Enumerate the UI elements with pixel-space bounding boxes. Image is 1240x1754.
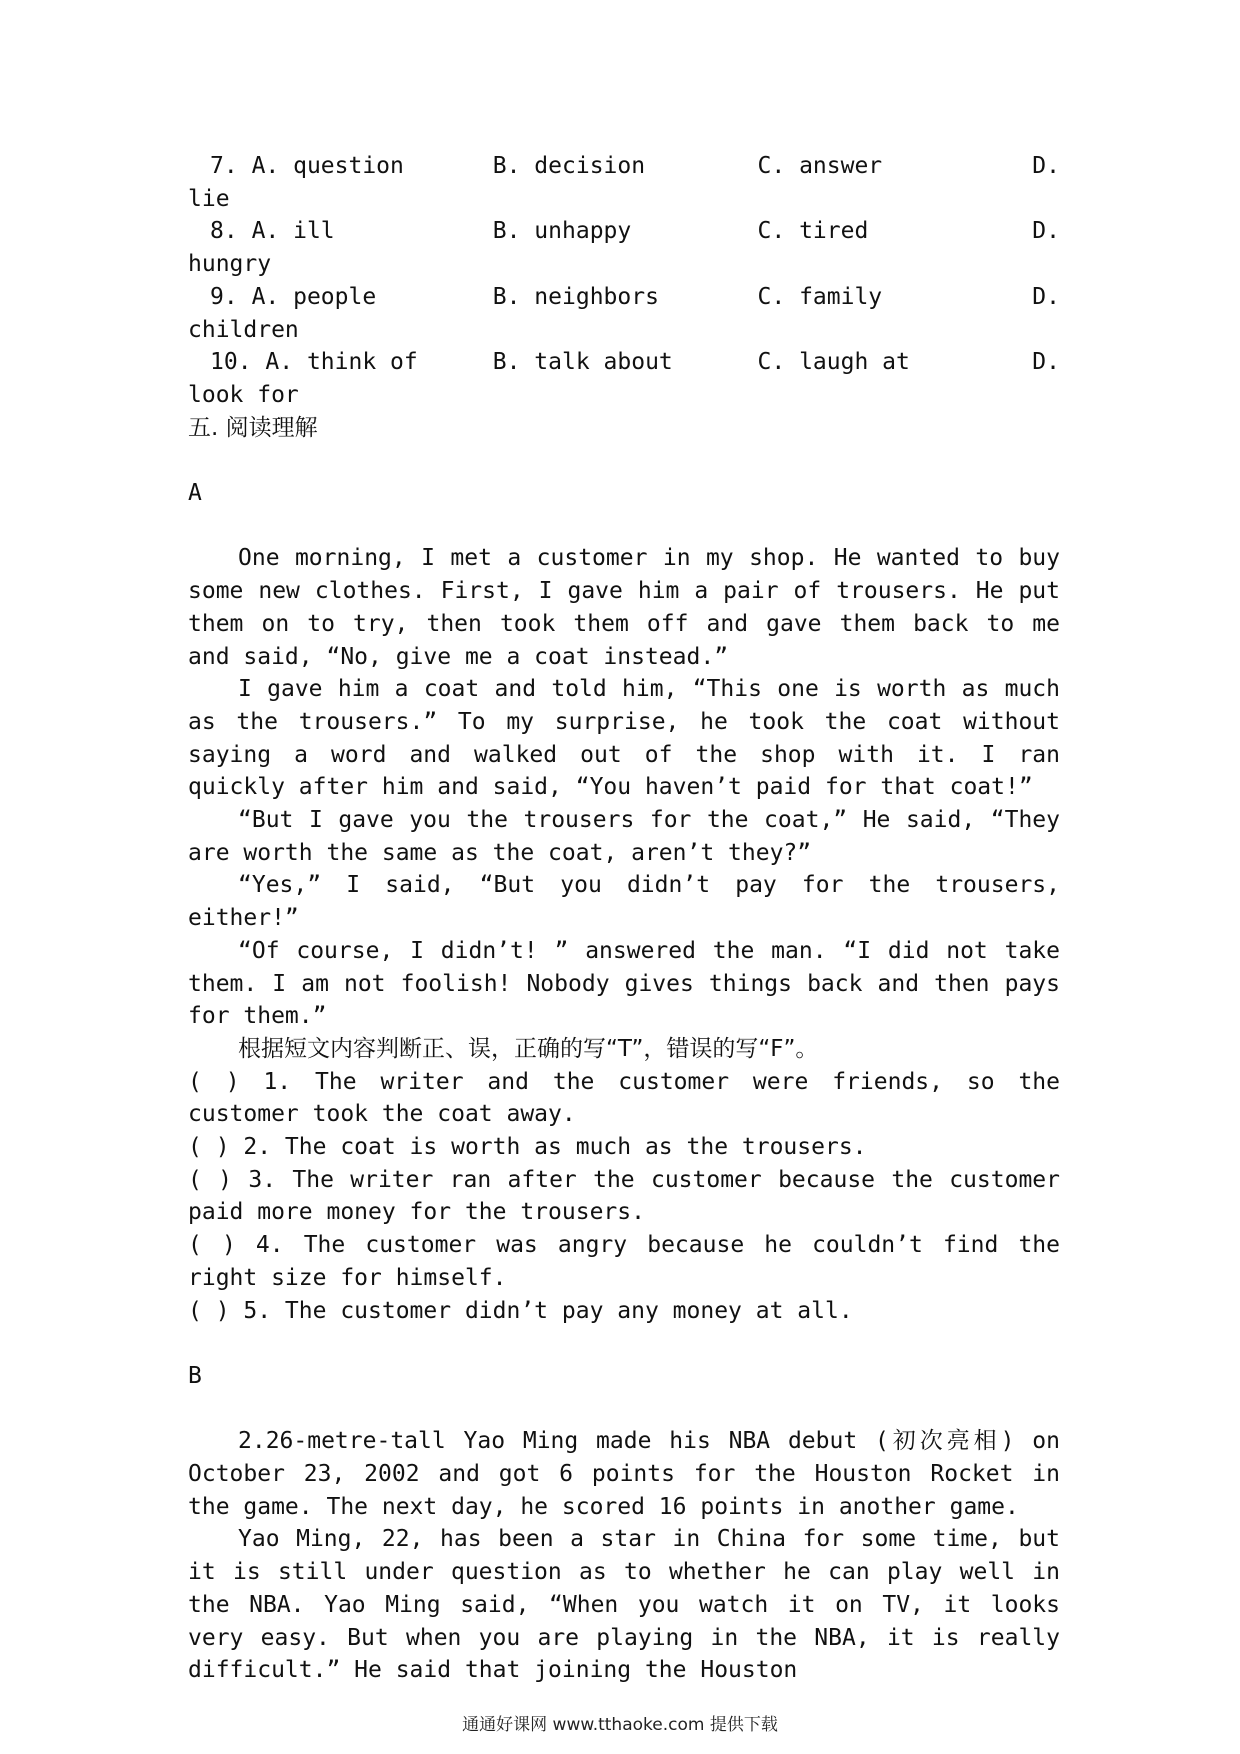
page-footer: 通通好课网 www.tthaoke.com 提供下载 [462, 1715, 778, 1735]
option-d-letter: D. [1032, 153, 1060, 179]
option-b: B. neighbors [492, 283, 659, 310]
item-number: 9. [210, 283, 238, 310]
option-d-word: look for [188, 381, 299, 408]
question: ( ) 5. The customer didn’t pay any money at all. [188, 1297, 853, 1324]
paragraph: “Yes,” I said, “But you didn’t pay for the trousers, either!” [188, 872, 1060, 932]
item-number: 8. [210, 218, 238, 245]
item-number: 10. [210, 349, 252, 376]
paragraph: 2.26-metre-tall Yao Ming made his NBA debut (初次亮相) on October 23, 2002 and got 6 points for the Houston Rocket in the game. The next day, he scored 16 points in another game. [188, 1428, 1060, 1520]
paragraph: I gave him a coat and told him, “This one is worth as much as the trousers.” To my surprise, he took the coat without saying a word and walked out of the shop with it. I ran quickly after him and said, “You haven’t paid for that coat!” [188, 676, 1060, 801]
passage-a [188, 542, 1060, 1327]
cloze-item-8 [188, 215, 1060, 280]
instruction: 根据短文内容判断正、误，正确的写“T”，错误的写“F”。 [238, 1035, 819, 1062]
question: ( ) 3. The writer ran after the customer because the customer paid more money for the trousers. [188, 1166, 1060, 1226]
option-d-word: children [188, 316, 299, 343]
worksheet-content [188, 150, 1060, 1687]
paragraph: “But I gave you the trousers for the coat,” He said, “They are worth the same as the coat, aren’t they?” [188, 807, 1060, 866]
passage-b-label: B [188, 1362, 202, 1389]
option-d-word: lie [188, 185, 230, 212]
option-d-letter: D. [1032, 283, 1060, 310]
question: ( ) 4. The customer was angry because he couldn’t find the right size for himself. [188, 1232, 1060, 1291]
question: ( ) 2. The coat is worth as much as the trousers. [188, 1134, 867, 1161]
option-b: B. unhappy [492, 218, 632, 245]
option-a: A. question [251, 153, 404, 179]
option-d-letter: D. [1032, 218, 1060, 245]
passage-a-label: A [188, 480, 202, 507]
cloze-item-7 [188, 150, 1060, 215]
option-d-word: hungry [188, 251, 272, 278]
option-a: A. people [251, 283, 377, 310]
option-b: B. talk about [492, 349, 673, 376]
option-c: C. family [757, 283, 883, 310]
cloze-item-10 [188, 346, 1060, 411]
paragraph: One morning, I met a customer in my shop. He wanted to buy some new clothes. First, I gave him a pair of trousers. He put them on to try, then took them off and gave them back to me and said, “No, give me a coat instead.” [188, 545, 1060, 670]
option-a: A. ill [251, 218, 335, 245]
option-c: C. laugh at [757, 349, 910, 376]
option-d-letter: D. [1032, 349, 1060, 376]
option-c: C. answer [757, 153, 883, 179]
option-c: C. tired [757, 218, 869, 245]
cloze-item-9 [188, 281, 1060, 346]
cloze-options [188, 150, 1060, 412]
section-title: 五. 阅读理解 [188, 414, 318, 441]
question: ( ) 1. The writer and the customer were friends, so the customer took the coat away. [188, 1068, 1060, 1128]
paragraph: Yao Ming, 22, has been a star in China for some time, but it is still under question as to whether he can play well in the NBA. Yao Ming said, “When you watch it on TV, it looks very easy. But when you are playing in the NBA, it is really difficult.” He said that joining the Houston [188, 1526, 1060, 1684]
paragraph: “Of course, I didn’t! ” answered the man. “I did not take them. I am not foolish! Nobody gives things back and then pays for them.” [188, 937, 1060, 1030]
item-number: 7. [210, 153, 238, 179]
option-b: B. decision [492, 153, 646, 179]
option-a: A. think of [265, 349, 418, 376]
passage-b [188, 1425, 1060, 1687]
